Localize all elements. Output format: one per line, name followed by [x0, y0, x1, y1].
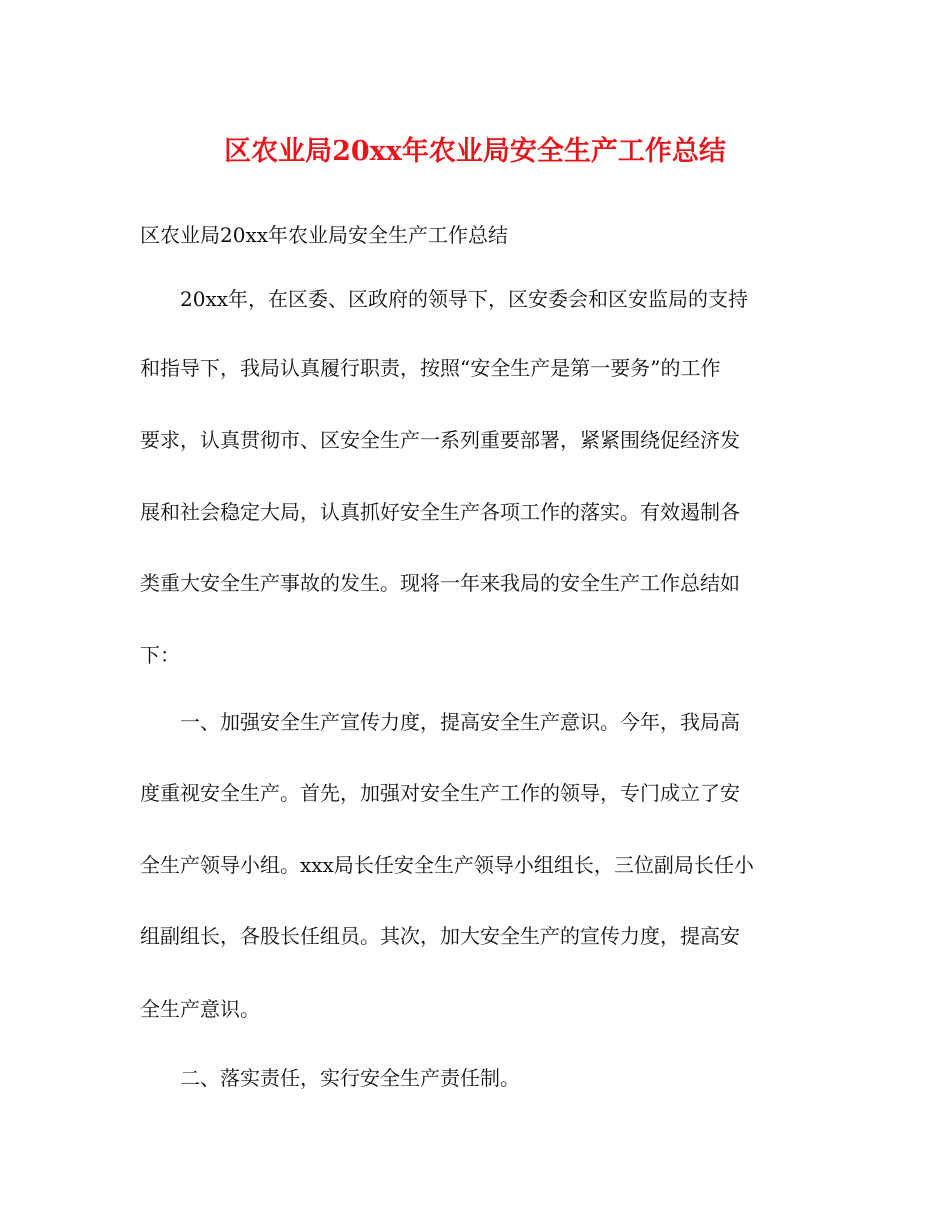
body-line: 组副组长，各股长任组员。其次，加大安全生产的宣传力度，提高安: [140, 924, 740, 948]
body-line: 区农业局20xx年农业局安全生产工作总结: [140, 223, 509, 247]
body-line: 下：: [140, 643, 180, 667]
body-line: 全生产领导小组。xxx局长任安全生产领导小组组长，三位副局长任小: [140, 853, 754, 877]
body-line: 和指导下，我局认真履行职责，按照“安全生产是第一要务”的工作: [140, 356, 721, 380]
document-title: 区农业局20xx年农业局安全生产工作总结: [224, 136, 726, 167]
body-line: 度重视安全生产。首先，加强对安全生产工作的领导，专门成立了安: [140, 781, 740, 805]
body-line: 一、加强安全生产宣传力度，提高安全生产意识。今年，我局高: [140, 710, 740, 734]
body-line: 要求，认真贯彻市、区安全生产一系列重要部署，紧紧围绕促经济发: [140, 428, 740, 452]
body-line: 展和社会稳定大局，认真抓好安全生产各项工作的落实。有效遏制各: [140, 500, 740, 524]
body-line: 类重大安全生产事故的发生。现将一年来我局的安全生产工作总结如: [140, 571, 740, 595]
body-line: 20xx年，在区委、区政府的领导下，区安委会和区安监局的支持: [140, 287, 749, 311]
body-line: 二、落实责任，实行安全生产责任制。: [140, 1066, 520, 1090]
body-line: 全生产意识。: [140, 997, 260, 1021]
